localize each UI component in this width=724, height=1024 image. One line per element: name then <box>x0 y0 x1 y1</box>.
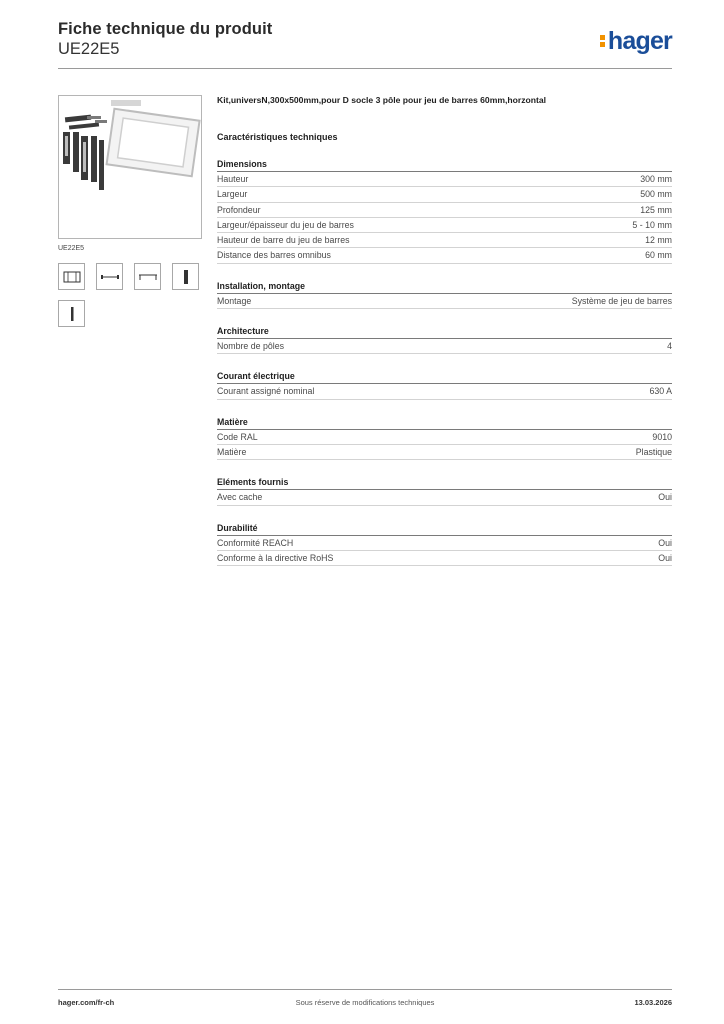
spec-label: Code RAL <box>217 431 258 442</box>
footer-disclaimer: Sous réserve de modifications techniques <box>295 998 435 1007</box>
spec-group <box>217 523 672 567</box>
thumbnail-front-view[interactable] <box>58 263 85 290</box>
product-details <box>217 95 672 566</box>
spec-value: Oui <box>658 492 672 503</box>
spec-label: Distance des barres omnibus <box>217 250 331 261</box>
spec-row <box>217 187 672 202</box>
spec-row <box>217 536 672 551</box>
spec-group <box>217 417 672 461</box>
thumbnail-depth-view[interactable] <box>58 300 85 327</box>
spec-group-title: Matière <box>217 417 672 430</box>
spec-label: Largeur/épaisseur du jeu de barres <box>217 219 354 230</box>
image-caption: UE22E5 <box>58 245 85 252</box>
page-header <box>58 20 672 70</box>
spec-value: Oui <box>658 552 672 563</box>
spec-row <box>217 294 672 309</box>
brand-logo-text: hager <box>607 27 672 55</box>
logo-dots-icon <box>600 34 606 48</box>
spec-value: 4 <box>667 341 672 352</box>
product-kit-image <box>58 95 202 239</box>
spec-label: Hauteur <box>217 174 249 184</box>
spec-label: Conformité REACH <box>217 537 294 548</box>
side-view-drawing-icon <box>138 273 158 281</box>
footer-website-link[interactable]: hager.com/fr-ch <box>58 998 115 1007</box>
spec-row <box>217 445 672 460</box>
spec-value: 125 mm <box>640 204 672 215</box>
spec-value: Plastique <box>635 446 672 457</box>
spec-value: 300 mm <box>640 174 672 184</box>
front-view-drawing-icon <box>63 271 81 283</box>
spec-group-title: Dimensions <box>217 159 672 172</box>
product-description: Kit,universN,300x500mm,pour D socle 3 pôle pour jeu de barres 60mm,horzontal <box>217 95 547 105</box>
spec-row <box>217 248 672 263</box>
spec-group <box>217 281 672 309</box>
page-title: Fiche technique du produit <box>58 20 273 38</box>
spec-value: 5 - 10 mm <box>632 219 672 230</box>
spec-label: Nombre de pôles <box>217 341 284 352</box>
top-view-drawing-icon <box>100 273 120 281</box>
brand-logo <box>600 29 672 54</box>
spec-value: Oui <box>658 537 672 548</box>
spec-row <box>217 172 672 187</box>
spec-label: Hauteur de barre du jeu de barres <box>217 235 350 246</box>
thumbnail-side-view[interactable] <box>134 263 161 290</box>
spec-group-title: Durabilité <box>217 523 672 536</box>
spec-row <box>217 218 672 233</box>
spec-label: Matière <box>217 446 247 457</box>
spec-row <box>217 339 672 354</box>
spec-group-title: Installation, montage <box>217 281 672 294</box>
section-title: Caractéristiques techniques <box>217 132 338 142</box>
spec-value: Système de jeu de barres <box>571 295 672 306</box>
spec-group <box>217 326 672 354</box>
footer-date: 13.03.2026 <box>634 998 672 1007</box>
spec-value: 12 mm <box>645 235 672 246</box>
spec-group-title: Courant électrique <box>217 371 672 384</box>
characteristics-list <box>217 159 672 566</box>
spec-group <box>217 159 672 264</box>
spec-row <box>217 233 672 248</box>
spec-value: 9010 <box>652 431 672 442</box>
spec-value: 60 mm <box>645 250 672 261</box>
thumbnail-bar-view[interactable] <box>172 263 199 290</box>
spec-label: Avec cache <box>217 492 263 503</box>
spec-row <box>217 490 672 505</box>
spec-label: Montage <box>217 295 252 306</box>
spec-group-title: Architecture <box>217 326 672 339</box>
depth-view-drawing-icon <box>69 306 75 322</box>
spec-group-title: Eléments fournis <box>217 477 672 490</box>
spec-row <box>217 203 672 218</box>
spec-label: Largeur <box>217 189 248 200</box>
spec-row <box>217 430 672 445</box>
product-reference: UE22E5 <box>58 40 120 58</box>
header-divider <box>58 68 672 69</box>
spec-row <box>217 384 672 399</box>
product-media <box>58 95 202 327</box>
spec-group <box>217 371 672 399</box>
spec-label: Profondeur <box>217 204 261 215</box>
spec-value: 500 mm <box>640 189 672 200</box>
thumbnail-top-view[interactable] <box>96 263 123 290</box>
spec-label: Courant assigné nominal <box>217 386 315 397</box>
spec-row <box>217 551 672 566</box>
bar-drawing-icon <box>183 269 189 285</box>
spec-group <box>217 477 672 505</box>
thumbnail-list <box>58 263 208 327</box>
footer-divider <box>58 989 672 990</box>
spec-value: 630 A <box>649 386 672 397</box>
spec-label: Conforme à la directive RoHS <box>217 552 334 563</box>
product-photo-icon <box>59 96 202 239</box>
